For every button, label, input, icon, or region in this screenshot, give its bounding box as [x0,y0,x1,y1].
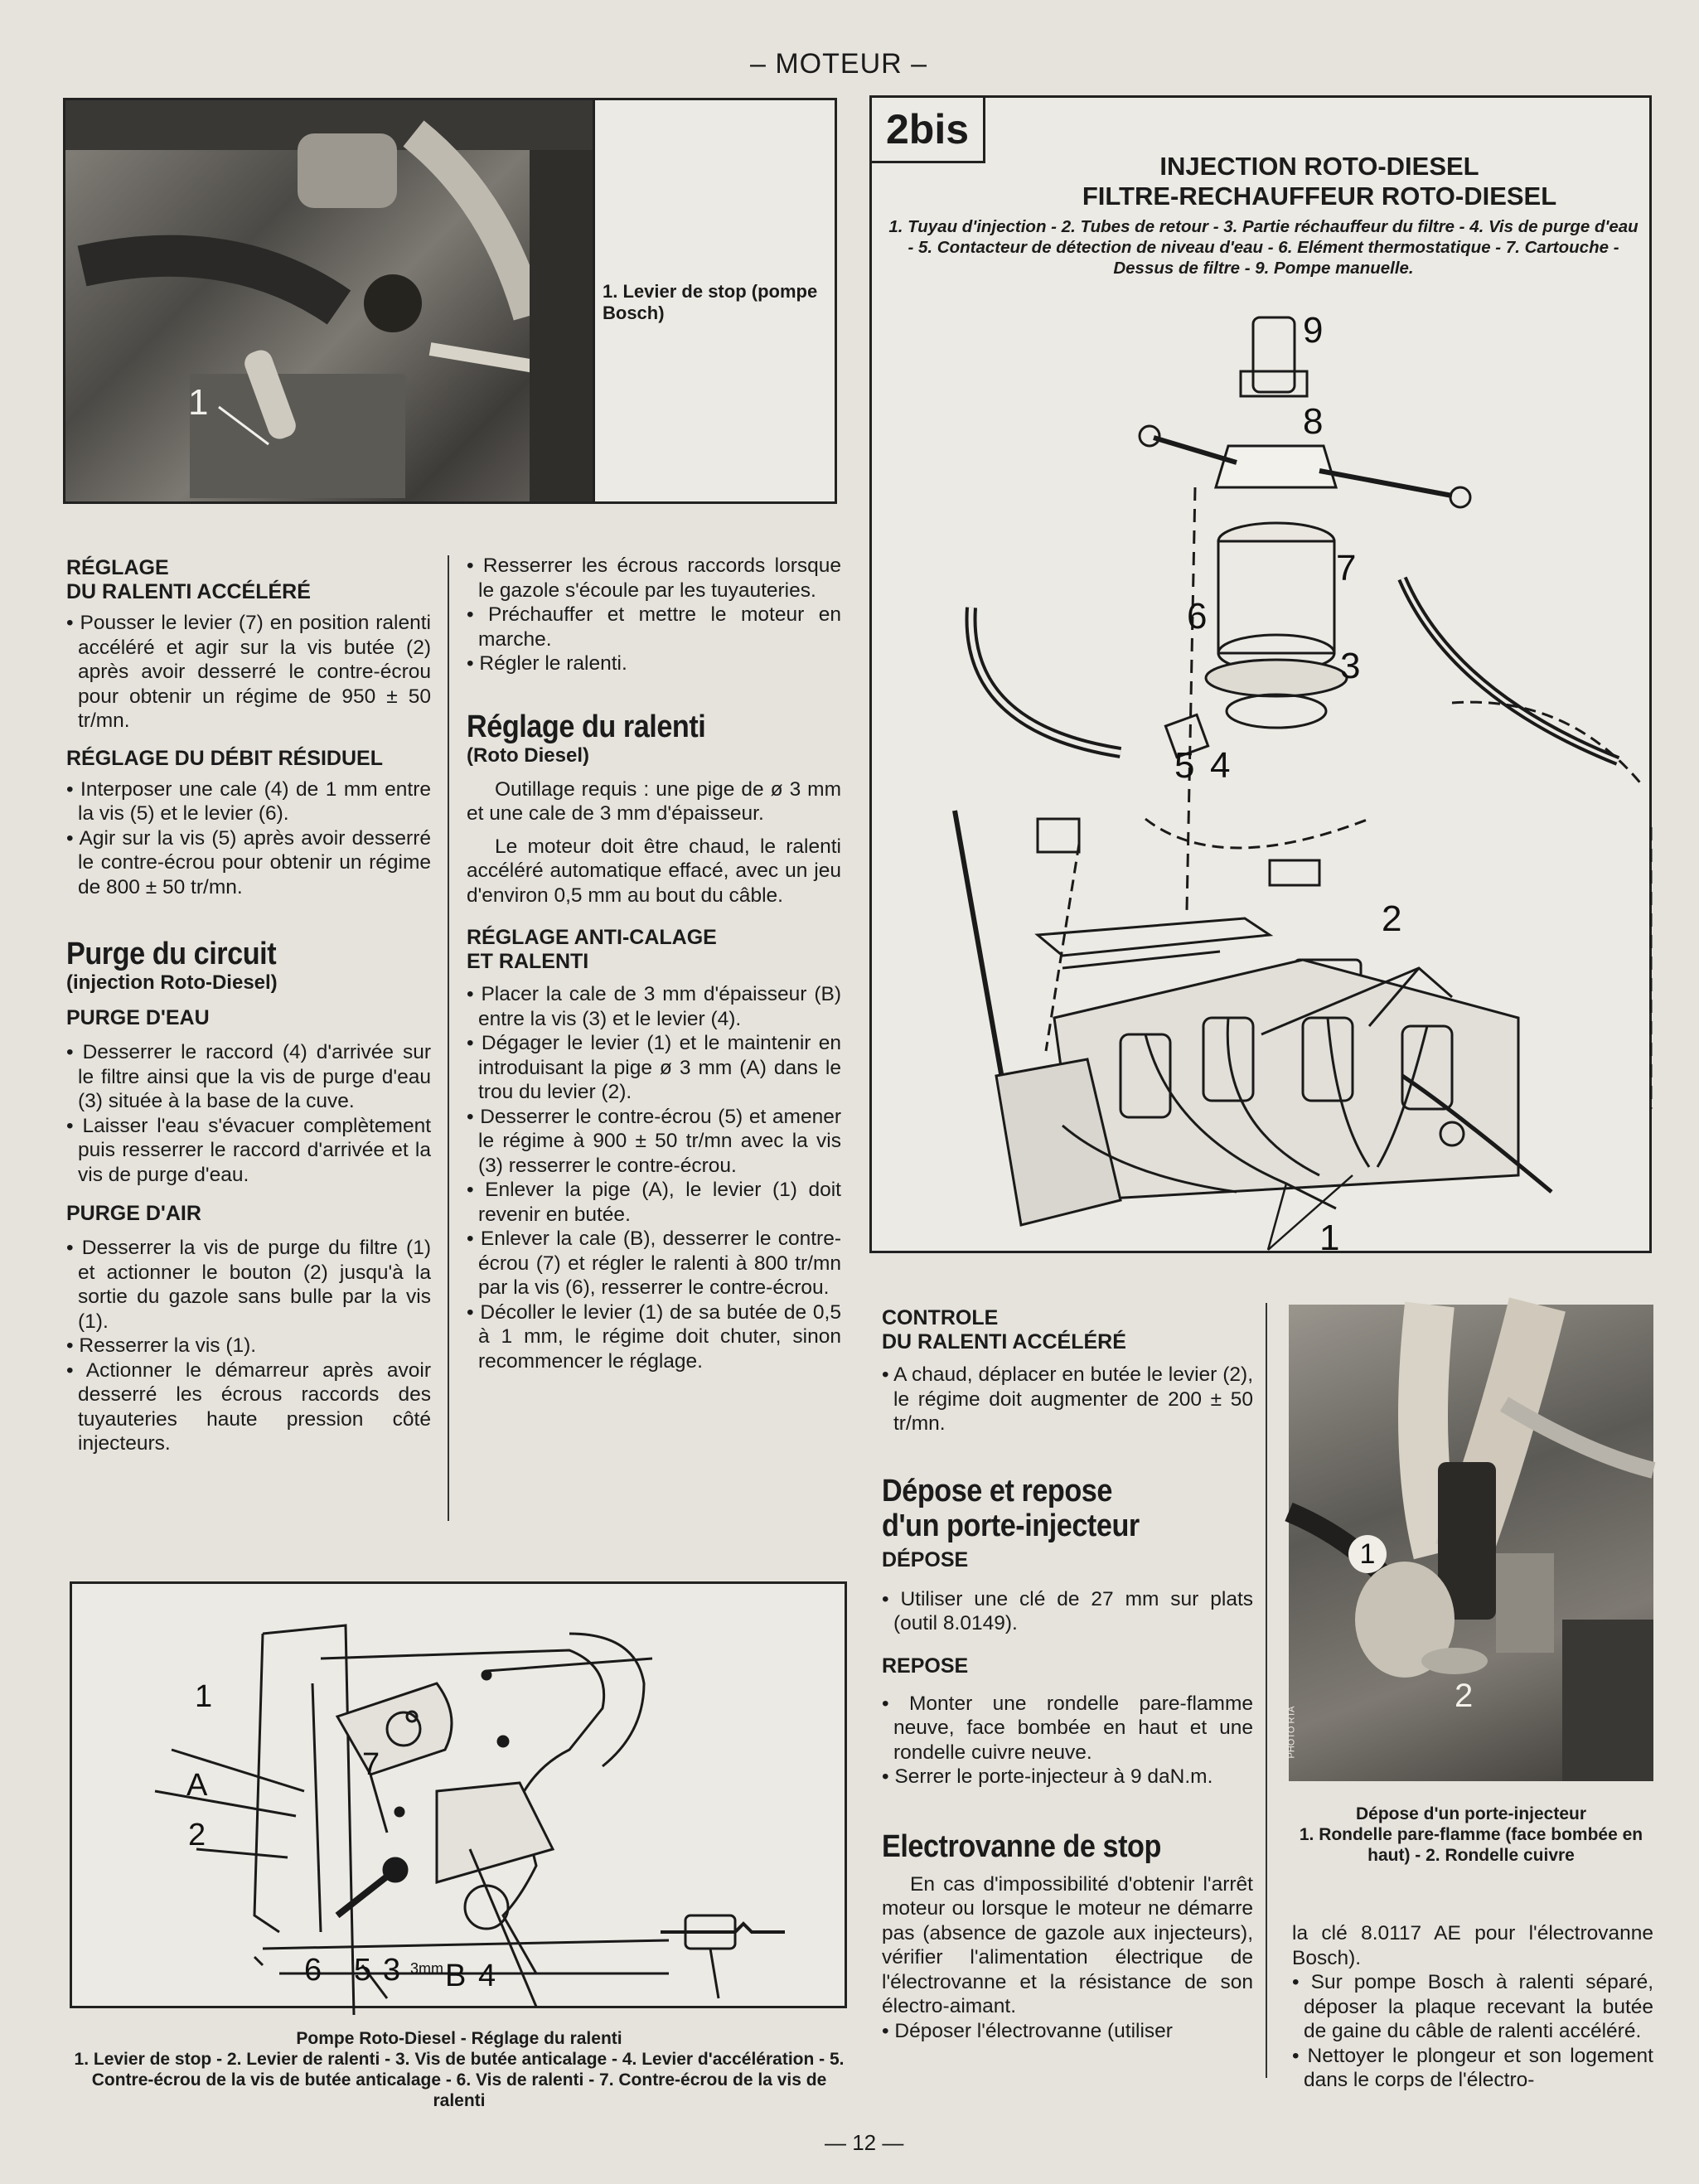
figure-caption-levier [603,281,826,324]
callout-1: 1 [1319,1218,1340,1258]
figure-title-line2: FILTRE-RECHAUFFEUR ROTO-DIESEL [1082,182,1557,211]
heading-controle-2: DU RALENTI ACCÉLÉRÉ [882,1330,1126,1353]
heading-purge-sub: (injection Roto-Diesel) [66,971,278,994]
heading-debit: RÉGLAGE DU DÉBIT RÉSIDUEL [66,746,383,770]
figure-badge: 2bis [872,98,985,163]
pompe-caption-title: Pompe Roto-Diesel - Réglage du ralenti [296,2029,622,2048]
pompe-label-5: 5 [354,1953,372,1988]
text-regler: • Régler le ralenti. [467,652,627,675]
heading-electrovanne: Electrovanne de stop [882,1828,1161,1864]
column-4 [1292,1921,1653,2093]
heading-ralenti-sub: (Roto Diesel) [467,743,590,767]
photo-porte-injecteur [1286,1305,1653,1781]
column-1 [66,556,431,1456]
pompe-label-a: A [186,1768,208,1803]
text-pompe-bosch: • Sur pompe Bosch à ralenti séparé, déposer la plaque recevant la butée de gaine du câble de ralenti accéléré. [1292,1971,1653,2042]
text-eau-2: • Laisser l'eau s'évacuer complètement puis resserrer le raccord d'arrivée et la vis de purge d'eau. [66,1114,431,1186]
photo-levier-stop [65,100,593,501]
text-cle-electrovanne: la clé 8.0117 AE pour l'électrovanne Bosch). [1292,1922,1653,1969]
column-2 [467,554,841,1373]
text-anti-1: • Placer la cale de 3 mm d'épaisseur (B) entre la vis (3) et le levier (4). [467,983,841,1030]
heading-depose-1: Dépose et repose [882,1473,1112,1508]
injecteur-caption [1276,1804,1666,1866]
heading-anti-1: RÉGLAGE ANTI-CALAGE [467,926,717,949]
text-repose-1: • Monter une rondelle pare-flamme neuve, face bombée en haut et une rondelle cuivre neuve. [882,1692,1253,1764]
column-3 [882,1306,1253,2043]
page-header: – MOTEUR – [750,48,928,80]
figure-levier-stop [63,98,837,504]
text-eau-1: • Desserrer le raccord (4) d'arrivée sur le filtre ainsi que la vis de purge d'eau (3) située à la base de la cuve. [66,1041,431,1112]
figure-2bis [869,95,1652,1258]
page-number: — 12 — [825,2130,904,2155]
figure-2bis-legend: 1. Tuyau d'injection - 2. Tubes de retour - 3. Partie réchauffeur du filtre - 4. Vis de purge d'eau - 5. Contacteur de détection de niveau d'eau - 6. Elément thermostatique - 7. Cartouche - Dessus de filtre - 9. Pompe manuelle. [888,217,1638,278]
text-prechauffer: • Préchauffer et mettre le moteur en marche. [467,603,841,651]
heading-controle-1: CONTROLE [882,1306,999,1329]
photo-levier-stop-shapes [65,100,593,501]
photo-credit: PHOTO RTA [1286,1706,1297,1759]
text-outillage: Outillage requis : une pige de ø 3 mm et une cale de 3 mm d'épaisseur. [467,777,841,825]
pompe-label-4: 4 [478,1959,496,1993]
text-reglage: • Pousser le levier (7) en position ralenti accéléré et agir sur la vis butée (2) après avoir desserré le contre-écrou pour obtenir un régime de 950 ± 50 tr/mn. [66,612,431,732]
filter-diagram [872,98,1654,1256]
pompe-caption [70,2028,849,2111]
figure-pompe [70,1581,847,2008]
callout-4: 4 [1210,745,1231,786]
heading-depose: DÉPOSE [882,1547,969,1571]
heading-purge-air: PURGE D'AIR [66,1202,201,1225]
photo-injecteur-label-2: 2 [1455,1678,1474,1714]
text-anti-3: • Desserrer le contre-écrou (5) et amener le régime à 900 ± 50 tr/mn avec la vis (3) resserrer le contre-écrou. [467,1105,841,1177]
heading-purge-eau: PURGE D'EAU [66,1006,210,1029]
callout-7: 7 [1336,548,1357,588]
figure-divider [593,100,595,501]
heading-anti-2: ET RALENTI [467,950,589,973]
text-anti-2: • Dégager le levier (1) et le maintenir en introduisant la pige ø 3 mm (A) dans le trou du levier (2). [467,1032,841,1103]
text-depose: • Utiliser une clé de 27 mm sur plats (outil 8.0149). [882,1587,1253,1634]
heading-ralenti: Réglage du ralenti [467,709,706,744]
injecteur-caption-title: Dépose d'un porte-injecteur [1355,1804,1587,1823]
text-air-2: • Resserrer la vis (1). [66,1334,257,1357]
figure-title-line1: INJECTION ROTO-DIESEL [1159,152,1479,181]
text-debit-1: • Interposer une cale (4) de 1 mm entre la vis (5) et le levier (6). [66,777,431,825]
text-nettoyer: • Nettoyer le plongeur et son logement dans le corps de l'électro- [1292,2044,1653,2091]
callout-5: 5 [1174,745,1195,786]
text-controle: • A chaud, déplacer en butée le levier (2), le régime doit augmenter de 200 ± 50 tr/mn. [882,1363,1253,1435]
text-electrovanne-1: En cas d'impossibilité d'obtenir l'arrêt moteur ou lorsque le moteur ne démarre pas (absence de gazole aux injecteurs), vérifier l'alimentation électrique de l'électrovanne et la résistance de son électro-aimant. [882,1872,1253,2017]
pompe-caption-legend: 1. Levier de stop - 2. Levier de ralenti - 3. Vis de butée anticalage - 4. Levier d'accélération - 5. Contre-écrou de la vis de butée anticalage - 6. Vis de ralenti - 7. Contre-écrou de la vis de ralenti [74,2050,845,2110]
callout-9: 9 [1303,310,1324,351]
text-resserrer: • Resserrer les écrous raccords lorsque le gazole s'écoule par les tuyauteries. [467,554,841,602]
pompe-label-3: 3 [383,1953,401,1988]
heading-repose: REPOSE [882,1654,969,1678]
pompe-label-7: 7 [362,1747,380,1782]
caption-text: Levier de stop (pompe Bosch) [603,281,818,323]
pompe-label-6: 6 [304,1953,322,1988]
column-rule-1 [448,555,449,1521]
text-anti-5: • Enlever la cale (B), desserrer le contre-écrou (7) et régler le ralenti à 800 tr/mn par la vis (6), resserrer le contre-écrou. [467,1228,841,1299]
photo-injecteur-label-1: 1 [1348,1535,1387,1573]
heading-reglage-1: RÉGLAGE [66,556,169,579]
pompe-label-b: B [445,1959,467,1993]
photo-label-1: 1 [188,382,209,423]
callout-3: 3 [1340,646,1361,686]
pompe-diagram [72,1584,850,2011]
injecteur-caption-legend: 1. Rondelle pare-flamme (face bombée en haut) - 2. Rondelle cuivre [1299,1825,1643,1865]
callout-6: 6 [1187,596,1208,637]
text-repose-2: • Serrer le porte-injecteur à 9 daN.m. [882,1765,1213,1788]
text-anti-4: • Enlever la pige (A), le levier (1) doit revenir en butée. [467,1179,841,1226]
pompe-label-2: 2 [188,1818,206,1852]
text-air-3: • Actionner le démarreur après avoir desserré les écrous raccords des tuyauteries haute pression côté injecteurs. [66,1358,431,1455]
text-debit-2: • Agir sur la vis (5) après avoir desserré le contre-écrou pour obtenir un régime de 800 ± 50 tr/mn. [66,826,431,898]
heading-depose-2: d'un porte-injecteur [882,1508,1140,1543]
callout-8: 8 [1303,401,1324,442]
heading-reglage-2: DU RALENTI ACCÉLÉRÉ [66,580,311,603]
text-air-1: • Desserrer la vis de purge du filtre (1) et actionner le bouton (2) jusqu'à la sortie du gazole sans bulle par la vis (1). [66,1237,431,1333]
text-electrovanne-2: • Déposer l'électrovanne (utiliser [882,2019,1173,2042]
photo-label-1-leader [219,407,285,457]
heading-purge: Purge du circuit [66,937,277,971]
column-rule-2 [1266,1303,1267,2078]
caption-number: 1. [603,281,618,302]
pompe-label-1: 1 [195,1679,213,1714]
pompe-label-3mm: 3mm [410,1960,443,1977]
callout-2: 2 [1382,898,1402,939]
text-anti-6: • Décoller le levier (1) de sa butée de 0,5 à 1 mm, le régime doit chuter, sinon recommencer le réglage. [467,1300,841,1373]
text-moteur-chaud: Le moteur doit être chaud, le ralenti accéléré automatique effacé, avec un jeu d'environ 0,5 mm au bout du câble. [467,835,841,907]
